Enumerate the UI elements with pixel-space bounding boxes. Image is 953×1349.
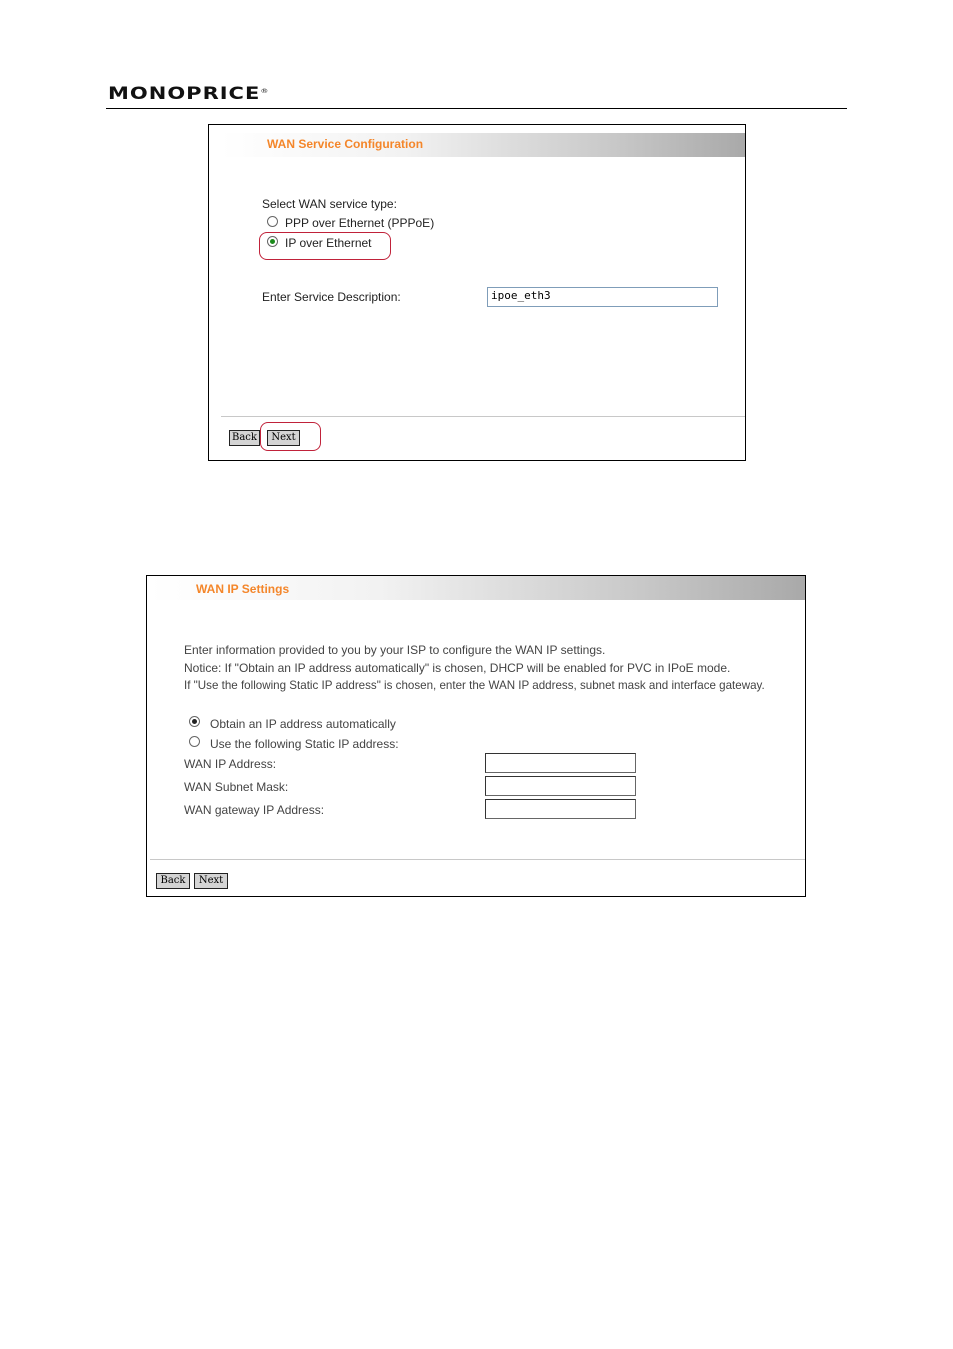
wan-service-panel — [208, 124, 746, 461]
wan-ip-footer-divider — [150, 859, 805, 860]
ipoe-highlight — [259, 232, 391, 260]
wan-gateway-input[interactable] — [485, 799, 636, 819]
wan-ip-info-line-2: Notice: If "Obtain an IP address automatically" is chosen, DHCP will be enabled for PVC in IPoE mode. — [184, 661, 731, 675]
header-divider — [106, 108, 847, 109]
wan-ip-back-button[interactable]: Back — [156, 873, 190, 889]
wan-ip-info-line-1: Enter information provided to you by your ISP to configure the WAN IP settings. — [184, 643, 606, 657]
back-button[interactable]: Back — [229, 430, 260, 446]
service-description-label: Enter Service Description: — [262, 290, 401, 304]
wan-service-footer-divider — [221, 416, 745, 417]
pppoe-label[interactable]: PPP over Ethernet (PPPoE) — [285, 216, 435, 230]
obtain-ip-auto-label[interactable]: Obtain an IP address automatically — [210, 717, 396, 731]
wan-ip-info-line-3: If "Use the following Static IP address" is chosen, enter the WAN IP address, subnet mask and interface gateway. — [184, 679, 765, 692]
monoprice-logo: MONOPRICE® — [108, 84, 270, 104]
wan-ip-next-button[interactable]: Next — [194, 873, 228, 889]
wan-subnet-mask-label: WAN Subnet Mask: — [184, 780, 289, 794]
select-service-type-label: Select WAN service type: — [262, 197, 397, 211]
wan-subnet-mask-input[interactable] — [485, 776, 636, 796]
wan-ip-panel — [146, 575, 806, 897]
next-highlight — [260, 422, 321, 451]
service-description-input[interactable]: ipoe_eth3 — [487, 287, 718, 307]
static-ip-radio[interactable] — [189, 736, 200, 747]
obtain-ip-auto-radio[interactable] — [189, 716, 200, 727]
wan-ip-title: WAN IP Settings — [196, 582, 290, 596]
next-button[interactable]: Next — [267, 430, 300, 446]
wan-gateway-label: WAN gateway IP Address: — [184, 803, 325, 817]
wan-ip-title-bar — [150, 576, 805, 600]
wan-ip-address-input[interactable] — [485, 753, 636, 773]
static-ip-label[interactable]: Use the following Static IP address: — [210, 737, 399, 751]
wan-service-title: WAN Service Configuration — [267, 137, 424, 151]
wan-ip-address-label: WAN IP Address: — [184, 757, 277, 771]
pppoe-radio[interactable] — [267, 216, 278, 227]
ipoe-label[interactable]: IP over Ethernet — [285, 236, 372, 250]
wan-service-title-bar — [221, 133, 745, 157]
